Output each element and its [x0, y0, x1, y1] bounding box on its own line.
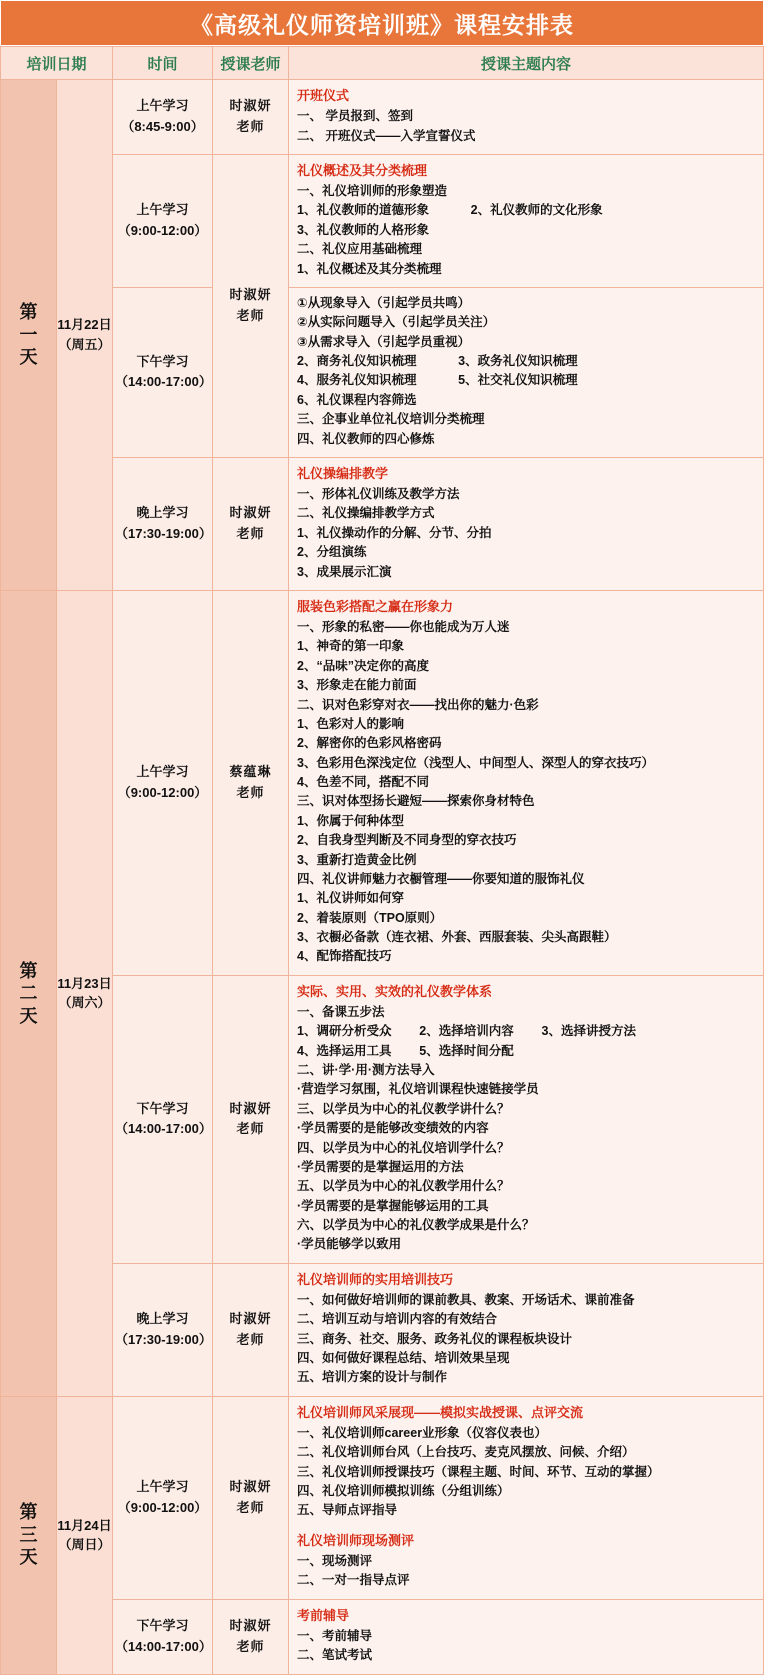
time-slot: 上午学习 （8:45-9:00）	[113, 80, 213, 155]
topic-line: 6、礼仪课程内容筛选	[297, 392, 417, 407]
topic-line: 一、备课五步法	[297, 1004, 385, 1019]
time-slot: 上午学习 （9:00-12:00）	[113, 1396, 213, 1599]
topic-line: 1、礼仪讲师如何穿	[297, 891, 404, 906]
topic-line: ·学员需要的是掌握运用的方法	[297, 1159, 464, 1174]
teacher-name: 时淑妍 老师	[213, 1263, 289, 1396]
topic-content	[289, 975, 764, 1263]
topic-heading: 礼仪培训师风采展现——模拟实战授课、点评交流	[297, 1404, 584, 1420]
date-label: 11月22日 （周五）	[57, 80, 113, 591]
topic-heading: 服装色彩搭配之赢在形象力	[297, 598, 454, 614]
topic-heading: 开班仪式	[297, 88, 350, 103]
topic-content	[289, 80, 764, 155]
topic-line: 二、培训互动与培训内容的有效结合	[297, 1312, 498, 1327]
topic-line: ②从实际问题导入（引起学员关注）	[297, 315, 496, 330]
topic-line: 三、识对体型扬长避短——探索你身材特色	[297, 794, 535, 809]
topic-line: 一、形体礼仪训练及教学方法	[297, 487, 460, 502]
teacher-name: 时淑妍 老师	[213, 975, 289, 1263]
table-row	[1, 457, 764, 590]
column-header-date: 培训日期	[1, 47, 113, 80]
table-row	[1, 80, 764, 155]
topic-line: ③从需求导入（引起学员重视）	[297, 334, 471, 349]
teacher-name: 时淑妍 老师	[213, 154, 289, 457]
topic-line: 1、你属于何种体型	[297, 813, 404, 828]
teacher-name: 时淑妍 老师	[213, 1599, 289, 1674]
time-slot: 晚上学习 （17:30-19:00）	[113, 457, 213, 590]
topic-line: 二、一对一指导点评	[297, 1573, 410, 1588]
topic-line: 四、礼仪培训师模拟训练（分组训练）	[297, 1484, 510, 1499]
topic-heading: 考前辅导	[297, 1607, 350, 1623]
topic-line: 四、以学员为中心的礼仪培训学什么？	[297, 1140, 510, 1155]
topic-line: 3、形象走在能力前面	[297, 678, 417, 693]
topic-line: 一、现场测评	[297, 1554, 373, 1568]
topic-content	[289, 1396, 764, 1599]
topic-line: 四、礼仪讲师魅力衣橱管理——你要知道的服饰礼仪	[297, 871, 585, 886]
topic-line: 三、以学员为中心的礼仪教学讲什么？	[297, 1101, 510, 1116]
topic-line: ·学员需要的是掌握能够运用的工具	[297, 1198, 489, 1213]
topic-line: 四、如何做好课程总结、培训效果呈现	[297, 1351, 510, 1366]
topic-line: 4、配饰搭配技巧	[297, 949, 392, 964]
topic-line: 3、重新打造黄金比例	[297, 852, 417, 867]
date-label: 11月23日 （周六）	[57, 590, 113, 1396]
time-slot: 下午学习 （14:00-17:00）	[113, 1599, 213, 1674]
table-row	[1, 975, 764, 1263]
time-slot: 下午学习 （14:00-17:00）	[113, 975, 213, 1263]
topic-line: 1、色彩对人的影响	[297, 716, 404, 731]
table-row	[1, 1396, 764, 1599]
topic-line: 一、礼仪培训师career业形象（仪容仪表也）	[297, 1425, 548, 1440]
topic-line: 3、衣橱必备款（连衣裙、外套、西服套装、尖头高跟鞋）	[297, 930, 617, 945]
topic-content	[289, 287, 764, 457]
topic-line: 一、形象的私密——你也能成为万人迷	[297, 620, 510, 635]
table-row	[1, 590, 764, 975]
topic-line: 二、讲·学·用·测方法导入	[297, 1063, 435, 1078]
topic-line: ·营造学习氛围，礼仪培训课程快速链接学员	[297, 1082, 539, 1097]
topic-line: 二、识对色彩穿对衣——找出你的魅力·色彩	[297, 697, 539, 712]
topic-line: 五、培训方案的设计与制作	[297, 1370, 448, 1385]
time-slot: 晚上学习 （17:30-19:00）	[113, 1263, 213, 1396]
schedule-table	[0, 46, 764, 1675]
table-row	[1, 154, 764, 287]
topic-line: 六、以学员为中心的礼仪教学成果是什么？	[297, 1218, 535, 1233]
topic-content	[289, 1599, 764, 1674]
table-body	[1, 80, 764, 1675]
column-header-teacher: 授课老师	[213, 47, 289, 80]
topic-heading: 礼仪培训师的实用培训技巧	[297, 1271, 454, 1287]
column-header-content: 授课主题内容	[289, 47, 764, 80]
topic-content	[289, 590, 764, 975]
table-row	[1, 287, 764, 457]
topic-line: 一、如何做好培训师的课前教具、教案、开场话术、课前准备	[297, 1292, 635, 1307]
column-header-time: 时间	[113, 47, 213, 80]
teacher-name: 时淑妍 老师	[213, 1396, 289, 1599]
topic-line: 1、调研分析受众 2、选择培训内容 3、选择讲授方法	[297, 1024, 636, 1039]
topic-content	[289, 1263, 764, 1396]
time-slot: 上午学习 （9:00-12:00）	[113, 154, 213, 287]
topic-line: 1、礼仪概述及其分类梳理	[297, 261, 442, 276]
teacher-name: 时淑妍 老师	[213, 457, 289, 590]
topic-heading: 礼仪概述及其分类梳理	[297, 162, 428, 178]
day-label: 第 三 天	[1, 1396, 57, 1674]
topic-content	[289, 457, 764, 590]
topic-heading: 礼仪操编排教学	[297, 465, 389, 481]
topic-line: 2、自我身型判断及不同身型的穿衣技巧	[297, 833, 517, 848]
topic-line: 三、商务、社交、服务、政务礼仪的课程板块设计	[297, 1331, 573, 1346]
topic-line: 二、 开班仪式——入学宣誓仪式	[297, 128, 476, 143]
topic-line: 二、礼仪应用基础梳理	[297, 242, 423, 257]
topic-line: 4、服务礼仪知识梳理 5、社交礼仪知识梳理	[297, 373, 578, 388]
topic-line: 二、礼仪操编排教学方式	[297, 506, 435, 521]
topic-line: 2、着装原则（TPO原则）	[297, 910, 443, 925]
topic-line: 2、解密你的色彩风格密码	[297, 736, 442, 751]
day-label: 第 二 天	[1, 590, 57, 1396]
topic-line: 一、考前辅导	[297, 1628, 373, 1643]
topic-line: 2、商务礼仪知识梳理 3、政务礼仪知识梳理	[297, 354, 578, 369]
topic-line: 二、礼仪培训师台风（上台技巧、麦克风摆放、问候、介绍）	[297, 1445, 635, 1460]
topic-heading: 实际、实用、实效的礼仪教学体系	[297, 983, 493, 999]
topic-line: ·学员能够学以致用	[297, 1237, 402, 1252]
table-row	[1, 1599, 764, 1674]
topic-line: 四、礼仪教师的四心修炼	[297, 431, 435, 446]
topic-line: 1、神奇的第一印象	[297, 639, 404, 654]
day-label: 第 一 天	[1, 80, 57, 591]
topic-line: ·学员需要的是能够改变绩效的内容	[297, 1121, 489, 1136]
table-header-row	[1, 47, 764, 80]
topic-line: 3、成果展示汇演	[297, 564, 392, 579]
date-label: 11月24日 （周日）	[57, 1396, 113, 1674]
topic-content	[289, 154, 764, 287]
topic-line: 一、 学员报到、签到	[297, 109, 413, 124]
table-row	[1, 1263, 764, 1396]
time-slot: 上午学习 （9:00-12:00）	[113, 590, 213, 975]
page-title: 《高级礼仪师资培训班》课程安排表	[190, 11, 574, 39]
topic-line: 五、以学员为中心的礼仪教学用什么？	[297, 1179, 510, 1194]
topic-line: 4、选择运用工具 5、选择时间分配	[297, 1043, 514, 1058]
topic-line: 一、礼仪培训师的形象塑造	[297, 184, 448, 199]
topic-heading: 礼仪培训师现场测评	[297, 1532, 415, 1548]
topic-line: 三、礼仪培训师授课技巧（课程主题、时间、环节、互动的掌握）	[297, 1464, 660, 1479]
topic-line: 3、礼仪教师的人格形象	[297, 222, 429, 237]
teacher-name: 蔡蕴琳 老师	[213, 590, 289, 975]
topic-line: 4、色差不同，搭配不同	[297, 775, 429, 790]
time-slot: 下午学习 （14:00-17:00）	[113, 287, 213, 457]
topic-line: 3、色彩用色深浅定位（浅型人、中间型人、深型人的穿衣技巧）	[297, 755, 654, 770]
topic-line: 1、礼仪操动作的分解、分节、分拍	[297, 525, 492, 540]
topic-line: 二、笔试考试	[297, 1648, 373, 1663]
topic-line: 2、分组演练	[297, 545, 367, 560]
topic-line: 五、导师点评指导	[297, 1503, 398, 1518]
topic-line: ①从现象导入（引起学员共鸣）	[297, 295, 471, 310]
topic-line: 三、企事业单位礼仪培训分类梳理	[297, 412, 485, 427]
topic-line: 1、礼仪教师的道德形象 2、礼仪教师的文化形象	[297, 203, 603, 218]
title-bar	[0, 0, 764, 46]
topic-line: 2、“品味”决定你的高度	[297, 658, 429, 673]
teacher-name: 时淑妍 老师	[213, 80, 289, 155]
